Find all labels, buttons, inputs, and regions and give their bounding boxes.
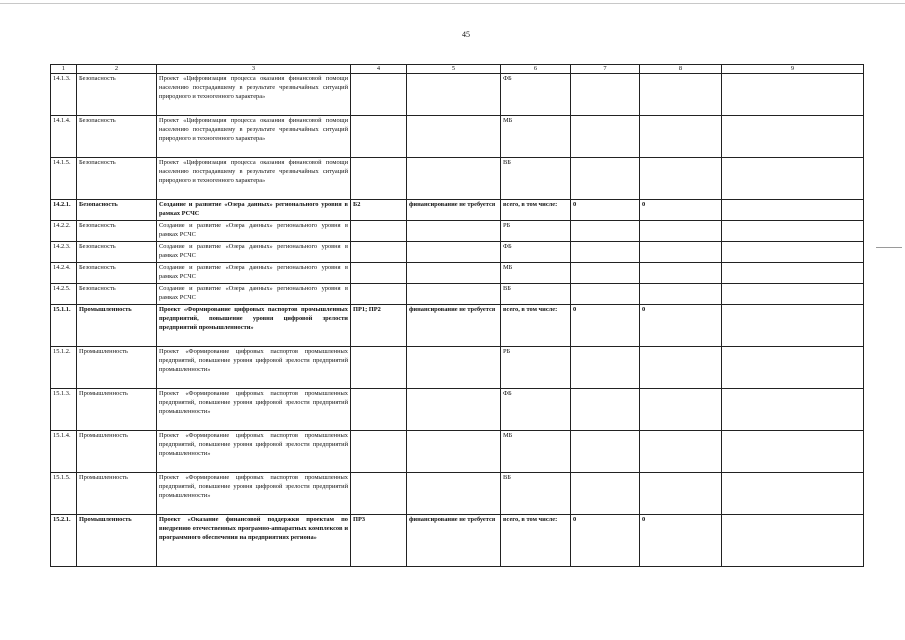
row-area: Безопасность xyxy=(77,200,157,221)
row-budget-source: ФБ xyxy=(501,74,571,116)
row-funding-note xyxy=(407,221,501,242)
row-value-col7 xyxy=(571,158,640,200)
row-description: Создание и развитие «Озера данных» регионального уровня в рамках РСЧС xyxy=(157,242,351,263)
table-row xyxy=(51,473,864,515)
col-header-5: 5 xyxy=(407,65,501,74)
row-budget-source: МБ xyxy=(501,116,571,158)
row-value-col8: 0 xyxy=(640,200,722,221)
row-value-col7 xyxy=(571,473,640,515)
row-area: Безопасность xyxy=(77,74,157,116)
table-row xyxy=(51,200,864,221)
row-budget-source: РБ xyxy=(501,347,571,389)
row-number: 14.1.5. xyxy=(51,158,77,200)
row-number: 14.2.3. xyxy=(51,242,77,263)
row-number: 14.2.4. xyxy=(51,263,77,284)
row-value-col8 xyxy=(640,431,722,473)
row-value-col9 xyxy=(722,347,864,389)
row-funding-note xyxy=(407,263,501,284)
table-body xyxy=(51,74,864,567)
col-header-6: 6 xyxy=(501,65,571,74)
row-area: Безопасность xyxy=(77,284,157,305)
table-row xyxy=(51,515,864,567)
row-number: 15.1.4. xyxy=(51,431,77,473)
row-code xyxy=(351,263,407,284)
row-area: Безопасность xyxy=(77,158,157,200)
row-value-col9 xyxy=(722,200,864,221)
row-value-col9 xyxy=(722,515,864,567)
row-value-col8 xyxy=(640,74,722,116)
row-budget-source: ФБ xyxy=(501,389,571,431)
row-number: 15.1.2. xyxy=(51,347,77,389)
row-number: 14.1.3. xyxy=(51,74,77,116)
row-code xyxy=(351,389,407,431)
row-funding-note xyxy=(407,347,501,389)
row-funding-note: финансирование не требуется xyxy=(407,200,501,221)
row-value-col9 xyxy=(722,263,864,284)
row-value-col8 xyxy=(640,242,722,263)
row-code xyxy=(351,158,407,200)
row-code xyxy=(351,284,407,305)
row-value-col9 xyxy=(722,431,864,473)
table-row xyxy=(51,284,864,305)
row-value-col8 xyxy=(640,473,722,515)
table-row xyxy=(51,74,864,116)
header-row xyxy=(51,65,864,74)
row-description: Проект «Формирование цифровых паспортов промышленных предприятий, повышение уровня цифровой зрелости предприятий промышленности» xyxy=(157,389,351,431)
row-budget-source: всего, в том числе: xyxy=(501,305,571,347)
table-row xyxy=(51,389,864,431)
row-budget-source: РБ xyxy=(501,221,571,242)
row-value-col7 xyxy=(571,263,640,284)
row-area: Безопасность xyxy=(77,116,157,158)
col-header-4: 4 xyxy=(351,65,407,74)
row-budget-source: всего, в том числе: xyxy=(501,515,571,567)
row-value-col8: 0 xyxy=(640,515,722,567)
row-value-col9 xyxy=(722,221,864,242)
row-funding-note: финансирование не требуется xyxy=(407,305,501,347)
row-budget-source: ВБ xyxy=(501,473,571,515)
row-area: Безопасность xyxy=(77,221,157,242)
row-code xyxy=(351,242,407,263)
row-area: Промышленность xyxy=(77,473,157,515)
row-value-col9 xyxy=(722,284,864,305)
row-budget-source: ВБ xyxy=(501,284,571,305)
row-budget-source: МБ xyxy=(501,431,571,473)
row-funding-note xyxy=(407,431,501,473)
col-header-9: 9 xyxy=(722,65,864,74)
row-value-col7 xyxy=(571,284,640,305)
row-value-col8 xyxy=(640,263,722,284)
row-area: Промышленность xyxy=(77,305,157,347)
row-code: ПР1; ПР2 xyxy=(351,305,407,347)
row-value-col7: 0 xyxy=(571,305,640,347)
row-code: Б2 xyxy=(351,200,407,221)
row-funding-note xyxy=(407,473,501,515)
row-area: Промышленность xyxy=(77,389,157,431)
col-header-7: 7 xyxy=(571,65,640,74)
row-funding-note xyxy=(407,158,501,200)
row-area: Безопасность xyxy=(77,242,157,263)
row-funding-note xyxy=(407,284,501,305)
row-description: Проект «Оказание финансовой поддержки проектам по внедрению отечественных програмно-аппаратных комплексов и программного обеспечения на предприятиях региона» xyxy=(157,515,351,567)
scan-top-edge xyxy=(0,3,905,4)
row-description: Проект «Формирование цифровых паспортов промышленных предприятий, повышение уровня цифровой зрелости предприятий промышленности» xyxy=(157,347,351,389)
col-header-2: 2 xyxy=(77,65,157,74)
row-description: Создание и развитие «Озера данных» регионального уровня в рамках РСЧС xyxy=(157,284,351,305)
row-description: Проект «Формирование цифровых паспортов промышленных предприятий, повышение уровня цифровой зрелости предприятий промышленности» xyxy=(157,305,351,347)
row-funding-note xyxy=(407,116,501,158)
col-header-8: 8 xyxy=(640,65,722,74)
row-description: Создание и развитие «Озера данных» регионального уровня в рамках РСЧС xyxy=(157,263,351,284)
row-value-col7 xyxy=(571,431,640,473)
row-value-col7: 0 xyxy=(571,200,640,221)
table-row xyxy=(51,305,864,347)
row-number: 15.2.1. xyxy=(51,515,77,567)
row-area: Безопасность xyxy=(77,263,157,284)
row-funding-note xyxy=(407,74,501,116)
row-number: 14.2.2. xyxy=(51,221,77,242)
row-value-col8 xyxy=(640,389,722,431)
row-description: Проект «Формирование цифровых паспортов промышленных предприятий, повышение уровня цифровой зрелости предприятий промышленности» xyxy=(157,431,351,473)
row-funding-note xyxy=(407,242,501,263)
row-budget-source: ВБ xyxy=(501,158,571,200)
col-header-1: 1 xyxy=(51,65,77,74)
row-code xyxy=(351,431,407,473)
row-code: ПР3 xyxy=(351,515,407,567)
row-code xyxy=(351,74,407,116)
table-row xyxy=(51,242,864,263)
row-value-col9 xyxy=(722,389,864,431)
row-number: 14.1.4. xyxy=(51,116,77,158)
row-value-col7 xyxy=(571,74,640,116)
row-value-col7 xyxy=(571,242,640,263)
table-row xyxy=(51,158,864,200)
row-budget-source: МБ xyxy=(501,263,571,284)
row-value-col9 xyxy=(722,74,864,116)
row-value-col7: 0 xyxy=(571,515,640,567)
row-area: Промышленность xyxy=(77,515,157,567)
row-description: Проект «Формирование цифровых паспортов промышленных предприятий, повышение уровня цифровой зрелости предприятий промышленности» xyxy=(157,473,351,515)
row-budget-source: всего, в том числе: xyxy=(501,200,571,221)
row-value-col7 xyxy=(571,347,640,389)
row-value-col8 xyxy=(640,347,722,389)
row-description: Проект «Цифровизация процесса оказания финансовой помощи населению пострадавшему в результате чрезвычайных ситуаций природного и техногенного характера» xyxy=(157,74,351,116)
row-description: Проект «Цифровизация процесса оказания финансовой помощи населению пострадавшему в результате чрезвычайных ситуаций природного и техногенного характера» xyxy=(157,158,351,200)
row-value-col8 xyxy=(640,116,722,158)
row-code xyxy=(351,473,407,515)
row-description: Создание и развитие «Озера данных» регионального уровня в рамках РСЧС xyxy=(157,200,351,221)
row-value-col9 xyxy=(722,242,864,263)
row-value-col9 xyxy=(722,116,864,158)
row-funding-note: финансирование не требуется xyxy=(407,515,501,567)
row-code xyxy=(351,116,407,158)
row-number: 15.1.1. xyxy=(51,305,77,347)
row-number: 15.1.3. xyxy=(51,389,77,431)
table-row xyxy=(51,347,864,389)
row-value-col9 xyxy=(722,473,864,515)
row-description: Проект «Цифровизация процесса оказания финансовой помощи населению пострадавшему в результате чрезвычайных ситуаций природного и техногенного характера» xyxy=(157,116,351,158)
row-value-col8 xyxy=(640,221,722,242)
row-description: Создание и развитие «Озера данных» регионального уровня в рамках РСЧС xyxy=(157,221,351,242)
row-value-col7 xyxy=(571,389,640,431)
row-value-col7 xyxy=(571,221,640,242)
col-header-3: 3 xyxy=(157,65,351,74)
row-code xyxy=(351,221,407,242)
row-budget-source: ФБ xyxy=(501,242,571,263)
table-row xyxy=(51,431,864,473)
row-value-col9 xyxy=(722,305,864,347)
row-value-col7 xyxy=(571,116,640,158)
row-code xyxy=(351,347,407,389)
row-value-col8 xyxy=(640,284,722,305)
table-row xyxy=(51,221,864,242)
row-number: 15.1.5. xyxy=(51,473,77,515)
document-table xyxy=(50,64,864,567)
row-value-col9 xyxy=(722,158,864,200)
table-row xyxy=(51,263,864,284)
row-number: 14.2.5. xyxy=(51,284,77,305)
page-number: 45 xyxy=(462,30,470,39)
scan-mark-right xyxy=(876,247,902,248)
row-area: Промышленность xyxy=(77,431,157,473)
table-row xyxy=(51,116,864,158)
row-area: Промышленность xyxy=(77,347,157,389)
row-funding-note xyxy=(407,389,501,431)
row-value-col8: 0 xyxy=(640,305,722,347)
row-number: 14.2.1. xyxy=(51,200,77,221)
row-value-col8 xyxy=(640,158,722,200)
